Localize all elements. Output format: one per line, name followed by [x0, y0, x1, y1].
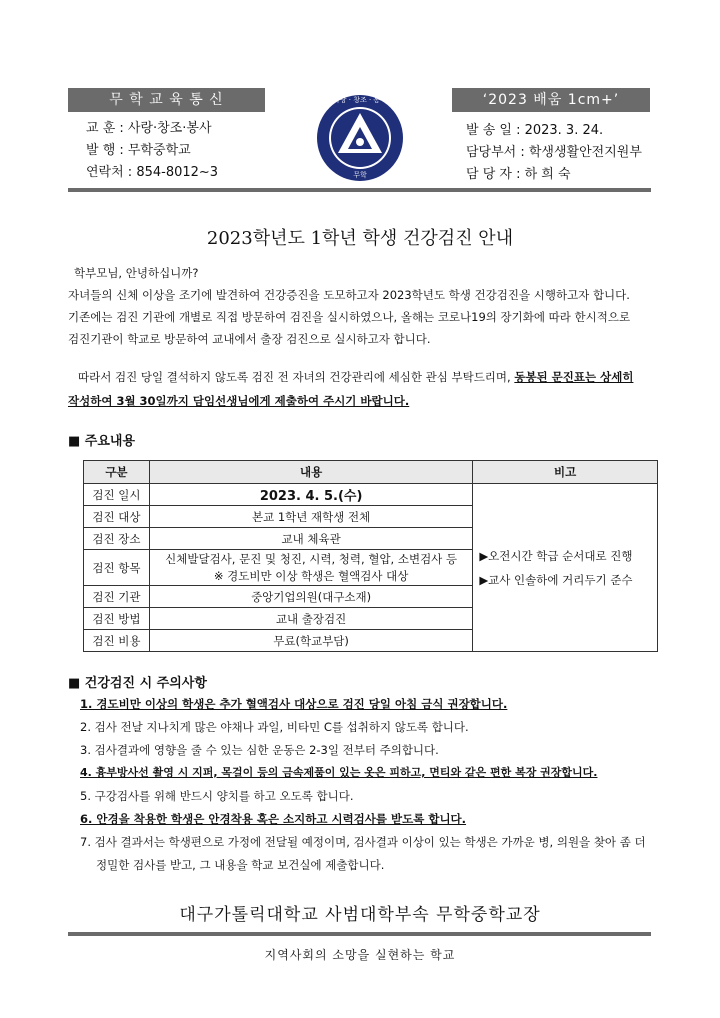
row-value: 중앙기업의원(대구소재): [149, 586, 472, 608]
section-precautions-heading: ■ 건강검진 시 주의사항: [68, 676, 207, 691]
school-motto: 교 훈 : 사랑·창조·봉사: [86, 121, 212, 136]
row-value: 무료(학교부담): [149, 630, 472, 652]
column-header-remarks: 비고: [473, 461, 658, 484]
precaution-item-7-cont: 정밀한 검사를 받고, 그 내용을 학교 보건실에 제출합니다.: [96, 858, 385, 872]
header-divider: [68, 188, 651, 192]
person-in-charge: 담 당 자 : 하 희 숙: [466, 167, 571, 182]
row-label: 검진 비용: [84, 630, 150, 652]
row-label: 검진 항목: [84, 550, 150, 586]
precaution-item-7: 7. 검사 결과서는 학생편으로 가정에 전달될 예정이며, 검사결과 이상이 있는 학생은 가까운 병, 의원을 찾아 좀 더: [80, 835, 646, 849]
column-header-content: 내용: [149, 461, 472, 484]
row-label: 검진 기관: [84, 586, 150, 608]
paragraph-2-plain: 따라서 검진 당일 결석하지 않도록 검진 전 자녀의 건강관리에 세심한 관심 부탁드리며,: [78, 370, 515, 384]
table-header-row: [84, 461, 658, 484]
school-principal-signature: 대구가톨릭대학교 사범대학부속 무학중학교장: [179, 905, 541, 925]
precaution-item-1: 1. 경도비만 이상의 학생은 추가 혈액검사 대상으로 검진 당일 아침 금식 권장합니다.: [80, 697, 508, 711]
paragraph-1-line-2: 기존에는 검진 기관에 개별로 직접 방문하여 검진을 실시하였으나, 올해는 코로나19의 장기화에 따라 한시적으로: [68, 310, 631, 324]
row-value: 교내 체육관: [149, 528, 472, 550]
school-vision: 지역사회의 소망을 실현하는 학교: [264, 948, 456, 962]
checkup-info-table: [83, 460, 658, 652]
section-main-content-heading: ■ 주요내용: [68, 434, 136, 449]
newsletter-name-banner: 무 학 교 육 통 신: [68, 88, 265, 112]
row-value: 본교 1학년 재학생 전체: [149, 506, 472, 528]
remarks-cell: [473, 484, 658, 652]
row-label: 검진 대상: [84, 506, 150, 528]
slogan-banner: ‘2023 배움 1cm+’: [452, 88, 650, 112]
paragraph-1-line-3: 검진기관이 학교로 방문하여 교내에서 출장 검진으로 실시하고자 합니다.: [68, 332, 431, 346]
row-label: 검진 방법: [84, 608, 150, 630]
footer-divider: [68, 932, 651, 936]
publisher: 발 행 : 무학중학교: [86, 143, 191, 158]
paragraph-2-line-2: [68, 390, 658, 412]
row-value-items: [149, 550, 472, 586]
department: 담당부서 : 학생생활안전지원부: [466, 145, 642, 160]
precaution-item-6: 6. 안경을 착용한 학생은 안경착용 혹은 소지하고 시력검사를 받도록 합니다.: [80, 812, 467, 826]
paragraph-1-line-1: 자녀들의 신체 이상을 조기에 발견하여 건강증진을 도모하고자 2023학년도 학생 건강검진을 시행하고자 합니다.: [68, 288, 630, 302]
paragraph-2-emphasis-1: 동봉된 문진표는 상세히: [514, 370, 634, 384]
logo-text-top: 사랑 · 창조 · 봉사: [333, 96, 387, 104]
row-value-date: 2023. 4. 5.(수): [149, 484, 472, 506]
paragraph-2-emphasis-2: 작성하여 3월 30일까지 담임선생님에게 제출하여 주시기 바랍니다.: [68, 394, 410, 408]
precaution-item-5: 5. 구강검사를 위해 반드시 양치를 하고 오도록 합니다.: [80, 789, 354, 803]
precaution-item-4: 4. 흉부방사선 촬영 시 지퍼, 목걸이 등의 금속제품이 있는 옷은 피하고, 면티와 같은 편한 복장 권장합니다.: [80, 766, 598, 779]
checkup-items-note: ※ 경도비만 이상 학생은 혈액검사 대상: [213, 568, 409, 583]
paragraph-2-line-1: [78, 366, 668, 388]
page-title: 2023학년도 1학년 학생 건강검진 안내: [206, 228, 514, 249]
table-row: [84, 484, 658, 506]
checkup-items: 신체발달검사, 문진 및 청진, 시력, 청력, 혈압, 소변검사 등: [165, 551, 458, 566]
remark-item: ▶오전시간 학급 순서대로 진행: [479, 548, 633, 563]
row-label: 검진 일시: [84, 484, 150, 506]
send-date: 발 송 일 : 2023. 3. 24.: [466, 123, 604, 138]
precaution-item-3: 3. 검사결과에 영향을 줄 수 있는 심한 운동은 2-3일 전부터 주의합니다.: [80, 743, 439, 757]
logo-text-bottom: 무학: [353, 171, 367, 179]
contact: 연락처 : 854-8012~3: [86, 165, 219, 180]
column-header-category: 구분: [84, 461, 150, 484]
row-value: 교내 출장검진: [149, 608, 472, 630]
school-logo: [315, 93, 405, 183]
remark-item: ▶교사 인솔하에 거리두기 준수: [479, 572, 633, 587]
precaution-item-2: 2. 검사 전날 지나치게 많은 야채나 과일, 비타민 C를 섭취하지 않도록 합니다.: [80, 720, 469, 734]
greeting: 학부모님, 안녕하십니까?: [74, 266, 199, 280]
row-label: 검진 장소: [84, 528, 150, 550]
